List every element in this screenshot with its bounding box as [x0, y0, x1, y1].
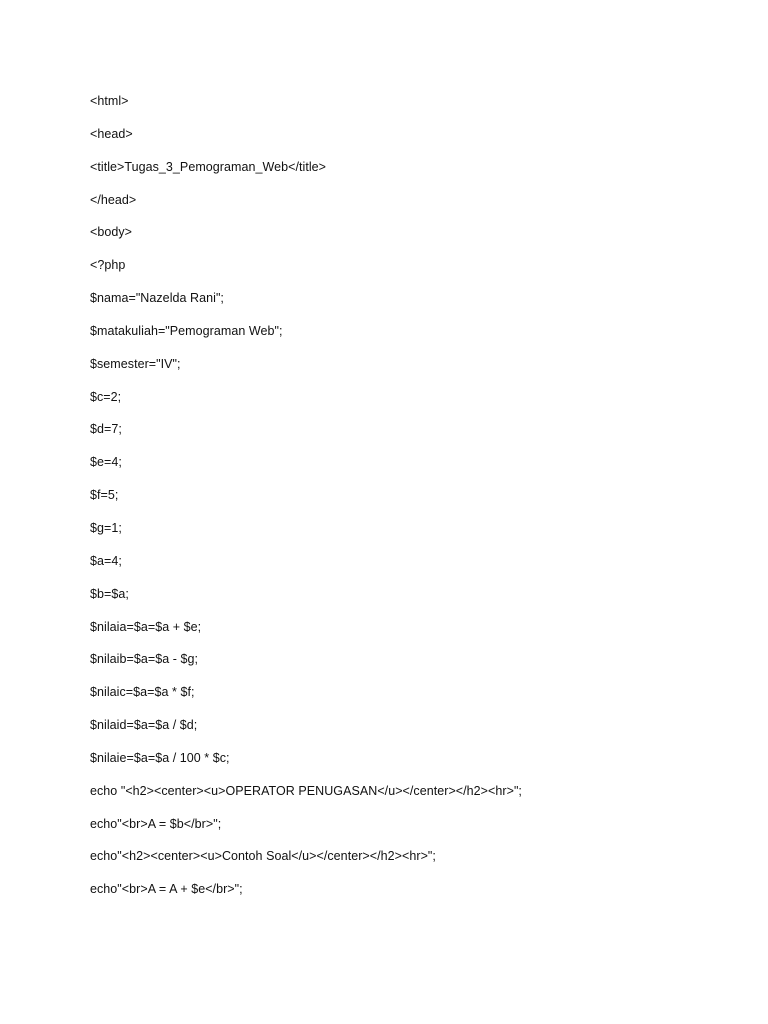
- code-line: $b=$a;: [90, 586, 129, 601]
- code-line: <body>: [90, 225, 133, 240]
- code-line: </head>: [90, 192, 137, 207]
- code-line: $nilaia=$a=$a + $e;: [90, 619, 202, 634]
- code-text-block: [90, 92, 522, 913]
- code-line: $a=4;: [90, 553, 122, 568]
- code-line: <head>: [90, 126, 133, 141]
- code-line: $e=4;: [90, 455, 122, 470]
- code-line: <html>: [90, 94, 129, 108]
- code-line: $nilaic=$a=$a * $f;: [90, 685, 195, 700]
- code-line: <title>Tugas_3_Pemograman_Web</title>: [90, 159, 327, 174]
- code-line: $d=7;: [90, 422, 122, 437]
- code-line: echo"<h2><center><u>Contoh Soal</u></center></h2><hr>";: [90, 849, 436, 864]
- code-line: $semester="IV";: [90, 356, 181, 371]
- code-line: echo "<h2><center><u>OPERATOR PENUGASAN</u></center></h2><hr>";: [90, 783, 522, 798]
- code-line: $f=5;: [90, 488, 119, 503]
- code-line: $nilaib=$a=$a - $g;: [90, 652, 198, 667]
- code-line: $nama="Nazelda Rani";: [90, 291, 224, 306]
- code-line: $g=1;: [90, 520, 122, 535]
- code-line: echo"<br>A = A + $e</br>";: [90, 882, 243, 897]
- code-line: $nilaie=$a=$a / 100 * $c;: [90, 750, 230, 765]
- code-line: $matakuliah="Pemograman Web";: [90, 323, 283, 338]
- code-line: <?php: [90, 258, 126, 273]
- code-line: $c=2;: [90, 389, 122, 404]
- code-line: $nilaid=$a=$a / $d;: [90, 718, 198, 733]
- code-line: echo"<br>A = $b</br>";: [90, 816, 222, 831]
